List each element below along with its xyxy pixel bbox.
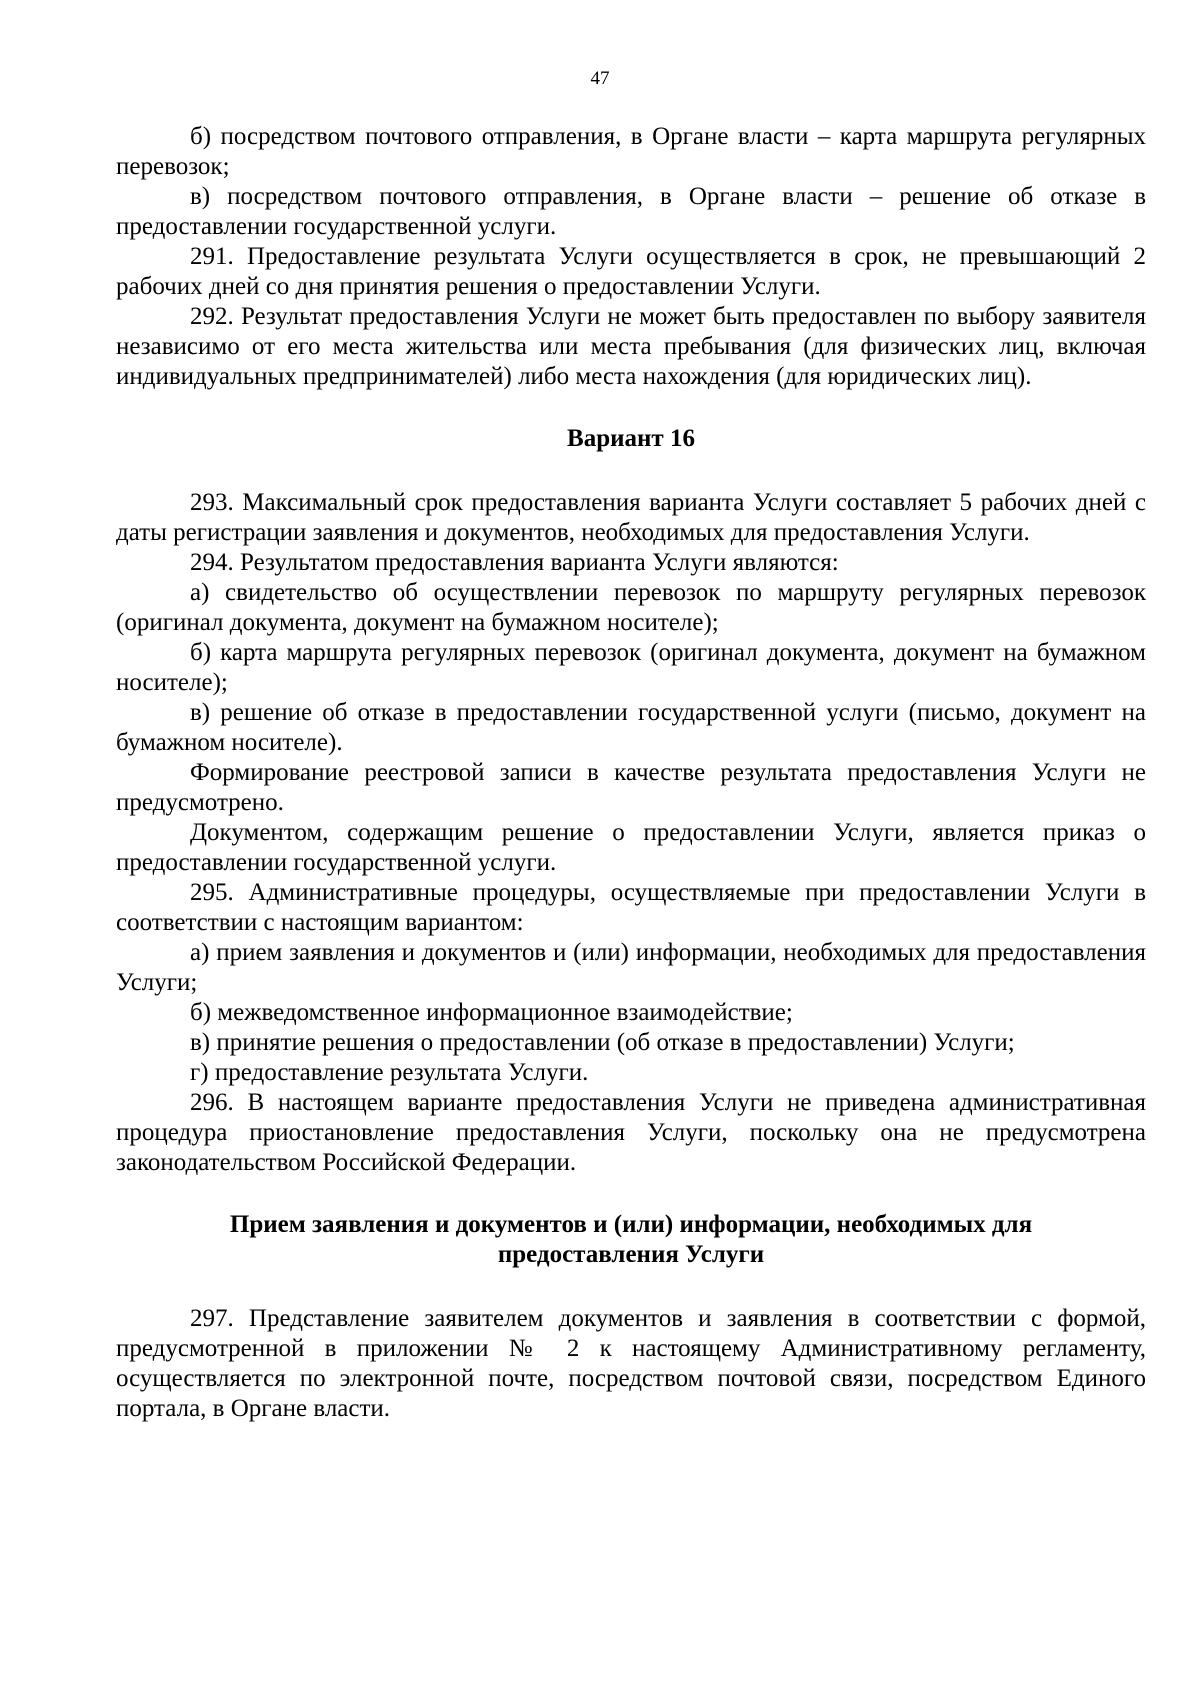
paragraph-registry-record: Формирование реестровой записи в качестве результата предоставления Услуги не предусмотрено. xyxy=(116,759,1146,816)
paragraph-297: 297. Представление заявителем документов и заявления в соответствии с формой, предусмотренной в приложении № 2 к настоящему Административному регламенту, осуществляется по электронной почте, посредством почтовой связи, посредством Единого портала, в Органе власти. xyxy=(116,1305,1146,1422)
list-item-295-b: б) межведомственное информационное взаимодействие; xyxy=(190,999,793,1026)
list-item-294-b: б) карта маршрута регулярных перевозок (оригинал документа, документ на бумажном носителе); xyxy=(116,639,1146,696)
paragraph-decision-document: Документом, содержащим решение о предоставлении Услуги, является приказ о предоставлении государственной услуги. xyxy=(116,819,1146,876)
document-body xyxy=(116,122,1146,1424)
paragraph-295: 295. Административные процедуры, осуществляемые при предоставлении Услуги в соответствии с настоящим вариантом: xyxy=(116,879,1146,936)
paragraph-296: 296. В настоящем варианте предоставления Услуги не приведена административная процедура приостановление предоставления Услуги, поскольку она не предусмотрена законодательством Российской Федерации. xyxy=(116,1089,1146,1176)
list-item-295-a: а) прием заявления и документов и (или) информации, необходимых для предоставления Услуги; xyxy=(116,939,1146,996)
page-number: 47 xyxy=(590,68,610,89)
paragraph-293: 293. Максимальный срок предоставления варианта Услуги составляет 5 рабочих дней с даты регистрации заявления и документов, необходимых для предоставления Услуги. xyxy=(116,489,1146,546)
paragraph-291: 291. Предоставление результата Услуги осуществляется в срок, не превышающий 2 рабочих дней со дня принятия решения о предоставлении Услуги. xyxy=(116,243,1146,300)
list-item-295-g: г) предоставление результата Услуги. xyxy=(190,1059,589,1086)
section-heading-application-receipt xyxy=(116,1210,1146,1270)
section-heading-line-2: предоставления Услуги xyxy=(497,1241,765,1268)
paragraph-294: 294. Результатом предоставления варианта Услуги являются: xyxy=(190,549,839,576)
paragraph-delivery-mail-refusal: в) посредством почтового отправления, в Органе власти – решение об отказе в предоставлении государственной услуги. xyxy=(116,183,1146,240)
list-item-294-a: а) свидетельство об осуществлении перевозок по маршруту регулярных перевозок (оригинал документа, документ на бумажном носителе); xyxy=(116,579,1146,636)
section-heading-line-1: Прием заявления и документов и (или) информации, необходимых для xyxy=(229,1211,1033,1238)
paragraph-292: 292. Результат предоставления Услуги не может быть предоставлен по выбору заявителя независимо от его места жительства или места пребывания (для физических лиц, включая индивидуальных предпринимателей) либо места нахождения (для юридических лиц). xyxy=(116,303,1146,390)
list-item-295-v: в) принятие решения о предоставлении (об отказе в предоставлении) Услуги; xyxy=(190,1029,1015,1056)
list-item-294-v: в) решение об отказе в предоставлении государственной услуги (письмо, документ на бумажном носителе). xyxy=(116,699,1146,756)
section-heading-variant-16: Вариант 16 xyxy=(567,425,695,452)
paragraph-delivery-mail-route-card: б) посредством почтового отправления, в Органе власти – карта маршрута регулярных перевозок; xyxy=(116,123,1146,180)
